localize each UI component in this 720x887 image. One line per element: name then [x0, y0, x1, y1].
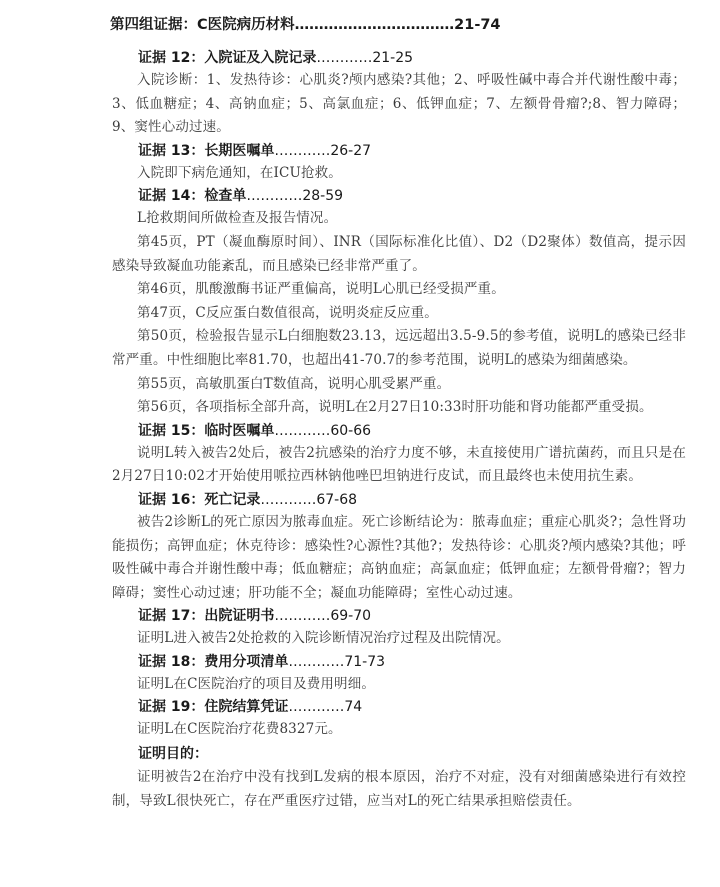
evidence-list — [112, 47, 686, 742]
evidence-paragraph: 被告2诊断L的死亡原因为脓毒血症。死亡诊断结论为：脓毒血症；重症心肌炎?；急性肾功能损伤；高钾血症；休克待诊：感染性?心源性?其他?；发热待诊：心肌炎?颅内感染?其他；呼吸性碱中毒合并谢性酸中毒；低血糖症；高钠血症；高氯血症；低钾血症；左额骨骨瘤?；智力障碍；窦性心动过速；肝功能不全；凝血功能障碍；室性心动过速。 — [112, 513, 686, 601]
evidence-heading — [112, 140, 686, 162]
evidence-page-range: …………71-73 — [288, 653, 386, 670]
evidence-paragraph: 第46页，肌酸激酶书证严重偏高，说明L心肌已经受损严重。 — [137, 281, 505, 298]
evidence-paragraph: 第50页，检验报告显示L白细胞数23.13，远远超出3.5-9.5的参考值，说明L的感染已经非常严重。中性细胞比率81.70，也超出41-70.7的参考范围，说明L的感染为细菌感染。 — [112, 328, 686, 368]
evidence-heading — [112, 47, 686, 69]
evidence-heading — [112, 605, 686, 627]
purpose-heading: 证明目的： — [138, 746, 208, 763]
evidence-label: 证据 19：住院结算凭证 — [138, 699, 289, 716]
purpose-text: 证明被告2在治疗中没有找到L发病的根本原因，治疗不对症，没有对细菌感染进行有效控制，导致L很快死亡，存在严重医疗过错，应当对L的死亡结果承担赔偿责任。 — [112, 769, 686, 809]
evidence-paragraph: 第45页，PT（凝血酶原时间）、INR（国际标准化比值）、D2（D2聚体）数值高，提示因感染导致凝血功能紊乱，而且感染已经非常严重了。 — [112, 233, 686, 274]
evidence-label: 证据 12：入院证及入院记录 — [138, 50, 317, 66]
evidence-label: 证据 13：长期医嘱单 — [138, 142, 275, 159]
evidence-heading — [112, 489, 686, 511]
evidence-paragraph: 第55页，高敏肌蛋白T数值高，说明心肌受累严重。 — [137, 375, 451, 392]
evidence-paragraph: 入院诊断：1、发热待诊：心肌炎?颅内感染?其他；2、呼吸性碱中毒合并代谢性酸中毒；3、低血糖症；4、高钠血症；5、高氯血症；6、低钾血症；7、左额骨骨瘤?;8、智力障碍；9、窦性心动过速。 — [112, 72, 686, 136]
evidence-paragraph: 证明L在C医院治疗的项目及费用明细。 — [137, 675, 375, 692]
evidence-heading — [112, 185, 686, 207]
evidence-label: 证据 16：死亡记录 — [138, 491, 261, 508]
evidence-label: 证据 17：出院证明书 — [138, 608, 275, 625]
evidence-paragraph: 证明L在C医院治疗花费8327元。 — [137, 721, 342, 738]
evidence-paragraph: 入院即下病危通知，在ICU抢救。 — [137, 164, 342, 181]
evidence-page-range: …………74 — [288, 699, 363, 716]
evidence-paragraph: 证明L进入被告2处抢救的入院诊断情况治疗过程及出院情况。 — [137, 630, 510, 647]
evidence-page-range: …………60-66 — [274, 422, 372, 439]
evidence-paragraph: 说明L转入被告2处后，被告2抗感染的治疗力度不够，未直接使用广谱抗菌药，而且只是在2月27日10:02才开始使用哌拉西林钠他唑巴坦钠进行皮试，而且最终也未使用抗生素。 — [112, 444, 686, 485]
evidence-paragraph: 第47页，C反应蛋白数值很高，说明炎症反应重。 — [137, 304, 438, 321]
evidence-page-range: …………67-68 — [260, 491, 358, 508]
evidence-heading — [112, 420, 686, 442]
evidence-page-range: …………69-70 — [274, 608, 372, 625]
evidence-heading — [112, 696, 686, 718]
evidence-page-range: …………26-27 — [274, 142, 372, 159]
evidence-paragraph: 第56页，各项指标全部升高，说明L在2月27日10:33时肝功能和肾功能都严重受损。 — [137, 399, 653, 416]
evidence-heading — [112, 651, 686, 673]
evidence-label: 证据 14：检查单 — [138, 188, 247, 205]
evidence-page-range: …………21-25 — [316, 50, 414, 66]
evidence-label: 证据 15：临时医嘱单 — [138, 422, 275, 439]
evidence-paragraph: L抢救期间所做检查及报告情况。 — [137, 210, 338, 227]
evidence-label: 证据 18：费用分项清单 — [138, 653, 289, 670]
group-title: 第四组证据：C医院病历材料……………………………21-74 — [110, 17, 501, 33]
evidence-page-range: …………28-59 — [246, 188, 344, 205]
